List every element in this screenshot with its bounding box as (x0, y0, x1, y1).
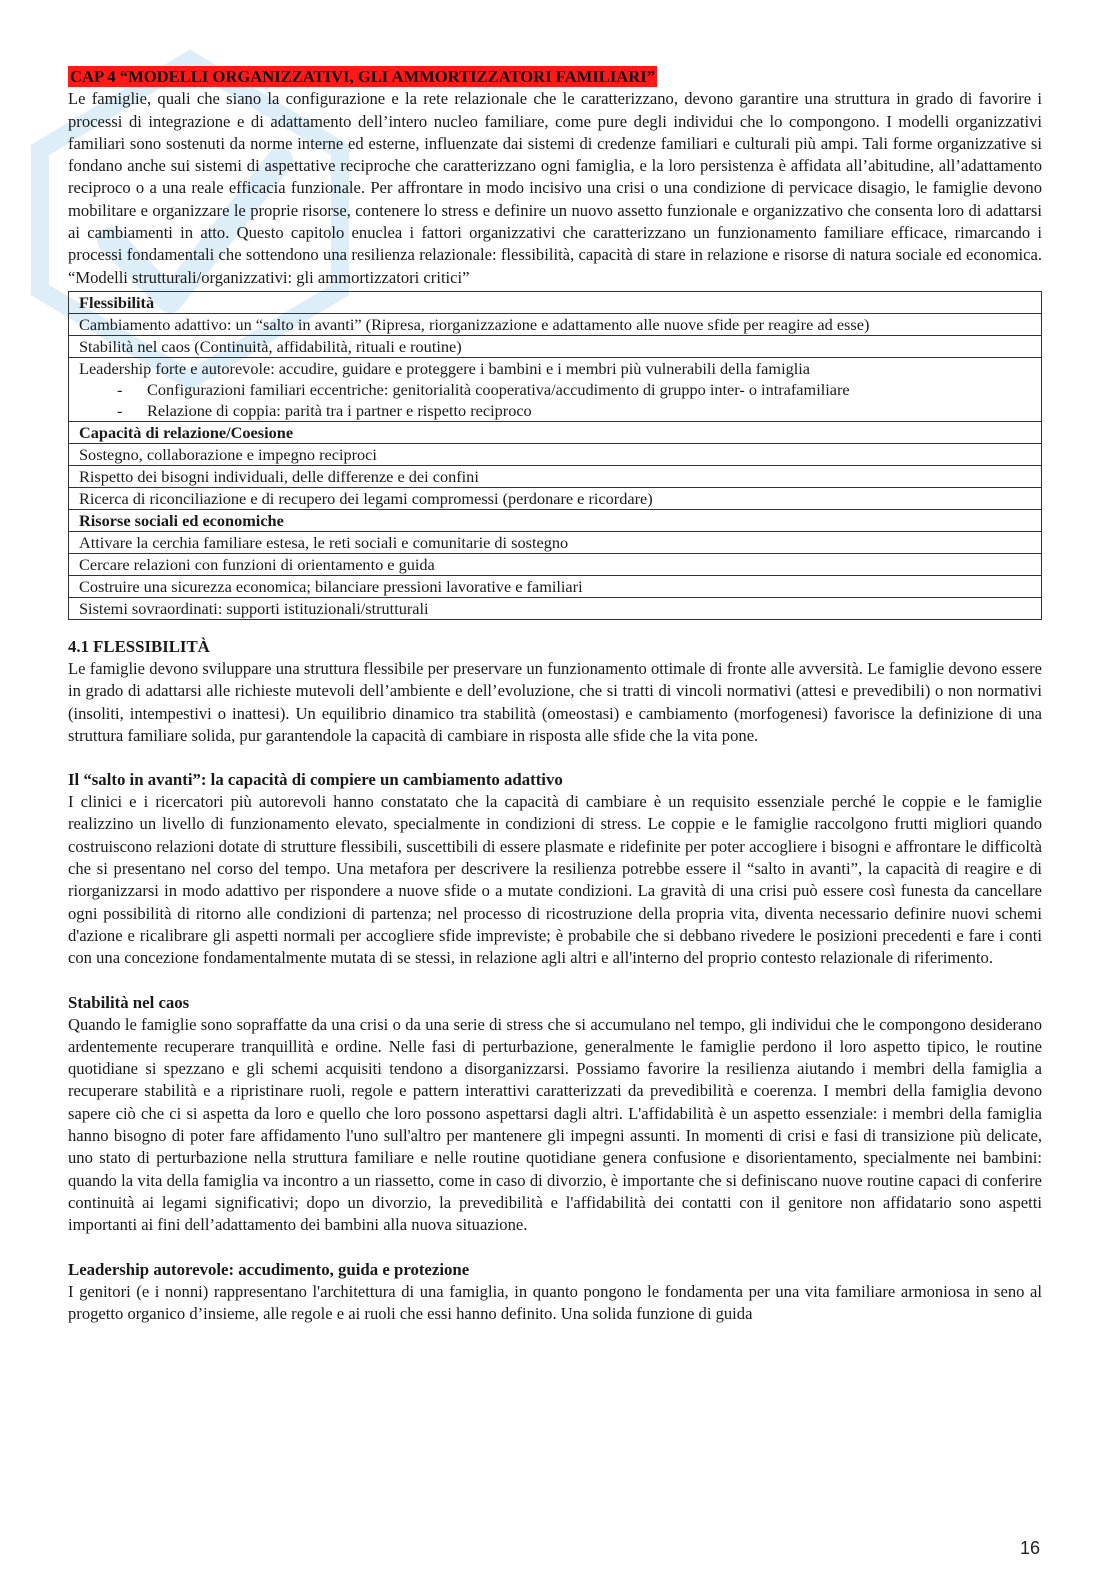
table-row (69, 487, 1042, 509)
subsection-title-salto: Il “salto in avanti”: la capacità di compiere un cambiamento adattivo (68, 770, 563, 790)
leadership-text: Leadership forte e autorevole: accudire, guidare e proteggere i bambini e i membri più vulnerabili della famiglia (79, 358, 811, 378)
table-row (69, 465, 1042, 487)
table-header-coesione: Capacità di relazione/Coesione (69, 421, 1042, 443)
subsection-text-stabilita: Quando le famiglie sono sopraffatte da una crisi o da una serie di stress che si accumulano nel tempo, gli individui che le compongono desiderano ardentemente recuperare tranquillità e ordine. Nelle fasi di perturbazione, generalmente le famiglie perdono il loro aspetto tipico, le routine quotidiane si spezzano e gli schemi acquisiti tendono a disorganizzarsi. Possiamo favorire la resilienza aiutando i membri della famiglia a recuperare stabilità e a ripristinare ruoli, regole e pattern interattivi caratterizzati da prevedibilità e coerenza. I membri della famiglia devono sapere ciò che ci si aspetta da loro e quello che loro possono aspettarsi dagli altri. L'affidabilità è un aspetto essenziale: i membri della famiglia hanno bisogno di poter fare affidamento l'uno sull'altro per mantenere gli impegni assunti. In momenti di crisi e fasi di transizione più delicate, uno stato di perturbazione nella struttura familiare e nelle routine quotidiane genera confusione e disorientamento, specialmente nei bambini: quando la vita della famiglia va incontro a un riassetto, come in caso di divorzio, è importante che si definiscano nuove routine capaci di conferire continuità ai legami significativi; dopo un divorzio, la prevedibilità e l'affidabilità dei contatti con il genitore non affidatario sono aspetti importanti ai fini dell’adattamento dei bambini alla nuova situazione. (68, 1014, 1042, 1235)
table-cell: Cambiamento adattivo: un “salto in avanti” (Ripresa, riorganizzazione e adattamento alle nuove sfide per reagire ad esse) (69, 313, 1042, 335)
table-row (69, 335, 1042, 357)
section-title: 4.1 FLESSIBILITÀ (68, 636, 210, 656)
list-item: - Configurazioni familiari eccentriche: genitorialità cooperativa/accudimento di gruppo inter- o intrafamiliare (117, 379, 1031, 400)
table-cell: Cercare relazioni con funzioni di orientamento e guida (69, 553, 1042, 575)
table-cell: Sostegno, collaborazione e impegno reciproci (69, 443, 1042, 465)
list-item: - Relazione di coppia: parità tra i partner e rispetto reciproco (117, 400, 1031, 421)
table-row (69, 553, 1042, 575)
table-row (69, 313, 1042, 335)
table-cell: Rispetto dei bisogni individuali, delle differenze e dei confini (69, 465, 1042, 487)
table-row (69, 357, 1042, 421)
subsection-title-stabilita: Stabilità nel caos (68, 992, 190, 1012)
chapter-title-line (68, 66, 1042, 88)
table-row (69, 509, 1042, 531)
section-text: Le famiglie devono sviluppare una struttura flessibile per preservare un funzionamento ottimale di fronte alle avversità. Le famiglie devono essere in grado di adattarsi alle richieste mutevoli dell’ambiente e dell’evoluzione, che si tratti di vincoli normativi (attesi e prevedibili) o non normativi (insoliti, intempestivi o inattesi). Un equilibrio dinamico tra stabilità (omeostasi) e cambiamento (morfogenesi) favorisce la definizione di una struttura familiare solida, pur garantendole la capacità di cambiare in risposta alle sfide che la vita pone. (68, 658, 1042, 745)
chapter-title: CAP 4 “MODELLI ORGANIZZATIVI, GLI AMMORTIZZATORI FAMILIARI” (70, 67, 656, 86)
table-row (69, 421, 1042, 443)
page-number: 16 (1019, 1538, 1040, 1558)
table-row (69, 531, 1042, 553)
document-page (68, 66, 1042, 1325)
subsection-title-leadership: Leadership autorevole: accudimento, guida e protezione (68, 1259, 470, 1279)
table-header-flessibilita: Flessibilità (69, 291, 1042, 313)
resilience-table (68, 291, 1042, 620)
table-row (69, 575, 1042, 597)
table-cell-leadership (69, 357, 1042, 421)
table-cell: Stabilità nel caos (Continuità, affidabilità, rituali e routine) (69, 335, 1042, 357)
table-cell: Attivare la cerchia familiare estesa, le reti sociali e comunitarie di sostegno (69, 531, 1042, 553)
chapter-intro: Le famiglie, quali che siano la configurazione e la rete relazionale che le caratterizzano, devono garantire una struttura in grado di favorire i processi di integrazione e di adattamento dell’intero nucleo familiare, come pure degli individui che lo compongono. I modelli organizzativi familiari sono sostenuti da norme interne ed esterne, influenzate dai sistemi di credenze familiari e culturali più ampi. Tali forme organizzative si fondano anche sui sistemi di aspettative reciproche che caratterizzano ogni famiglia, e la loro persistenza è affidata all’abitudine, all’adattamento reciproco o a una reale efficacia funzionale. Per affrontare in modo incisivo una crisi o una condizione di pervicace disagio, le famiglie devono mobilitare e organizzare le proprie risorse, contenere lo stress e definire un nuovo assetto funzionale e organizzativo che consenta loro di adattarsi ai cambiamenti in atto. Questo capitolo enuclea i fattori organizzativi che caratterizzano un funzionamento familiare efficace, rimarcando i processi fondamentali che sottendono una resilienza relazionale: flessibilità, capacità di stare in relazione e risorse di natura sociale ed economica. “Modelli strutturali/organizzativi: gli ammortizzatori critici” (68, 89, 1042, 287)
table-cell: Costruire una sicurezza economica; bilanciare pressioni lavorative e familiari (69, 575, 1042, 597)
leadership-sublist (79, 379, 1031, 421)
table-cell: Sistemi sovraordinati: supporti istituzionali/strutturali (69, 597, 1042, 619)
subsection-text-leadership: I genitori (e i nonni) rappresentano l'architettura di una famiglia, in quanto pongono le fondamenta per una vita familiare armoniosa in seno al progetto organico d’insieme, alle regole e ai ruoli che essi hanno definito. Una solida funzione di guida (68, 1281, 1042, 1323)
table-row (69, 443, 1042, 465)
table-row (69, 291, 1042, 313)
table-header-risorse: Risorse sociali ed economiche (69, 509, 1042, 531)
table-row (69, 597, 1042, 619)
subsection-text-salto: I clinici e i ricercatori più autorevoli hanno constatato che la capacità di cambiare è un requisito essenziale perché le coppie e le famiglie realizzino un livello di funzionamento elevato, specialmente in condizioni di stress. Le coppie e le famiglie raccolgono frutti migliori quando costruiscono relazioni dotate di strutture flessibili, suscettibili di essere plasmate e ridefinite per poter accogliere i bisogni e affrontare le difficoltà che si presentano nel corso del tempo. Una metafora per descrivere la resilienza potrebbe essere il “salto in avanti”, la capacità di reagire e di riorganizzarsi in modo adattivo per rispondere a nuove sfide o a mutate condizioni. La gravità di una crisi può essere così funesta da cancellare ogni possibilità di ritorno alle condizioni di partenza; nel processo di ricostruzione della propria vita, diventa necessario definire nuovi schemi d'azione e ricalibrare gli aspetti normali per accogliere sfide impreviste; è probabile che si debbano rivedere le posizioni precedenti e fare i conti con una concezione fondamentalmente mutata di se stessi, in relazione agli altri e all'interno del proprio contesto relazionale di riferimento. (68, 792, 1042, 968)
table-cell: Ricerca di riconciliazione e di recupero dei legami compromessi (perdonare e ricordare) (69, 487, 1042, 509)
